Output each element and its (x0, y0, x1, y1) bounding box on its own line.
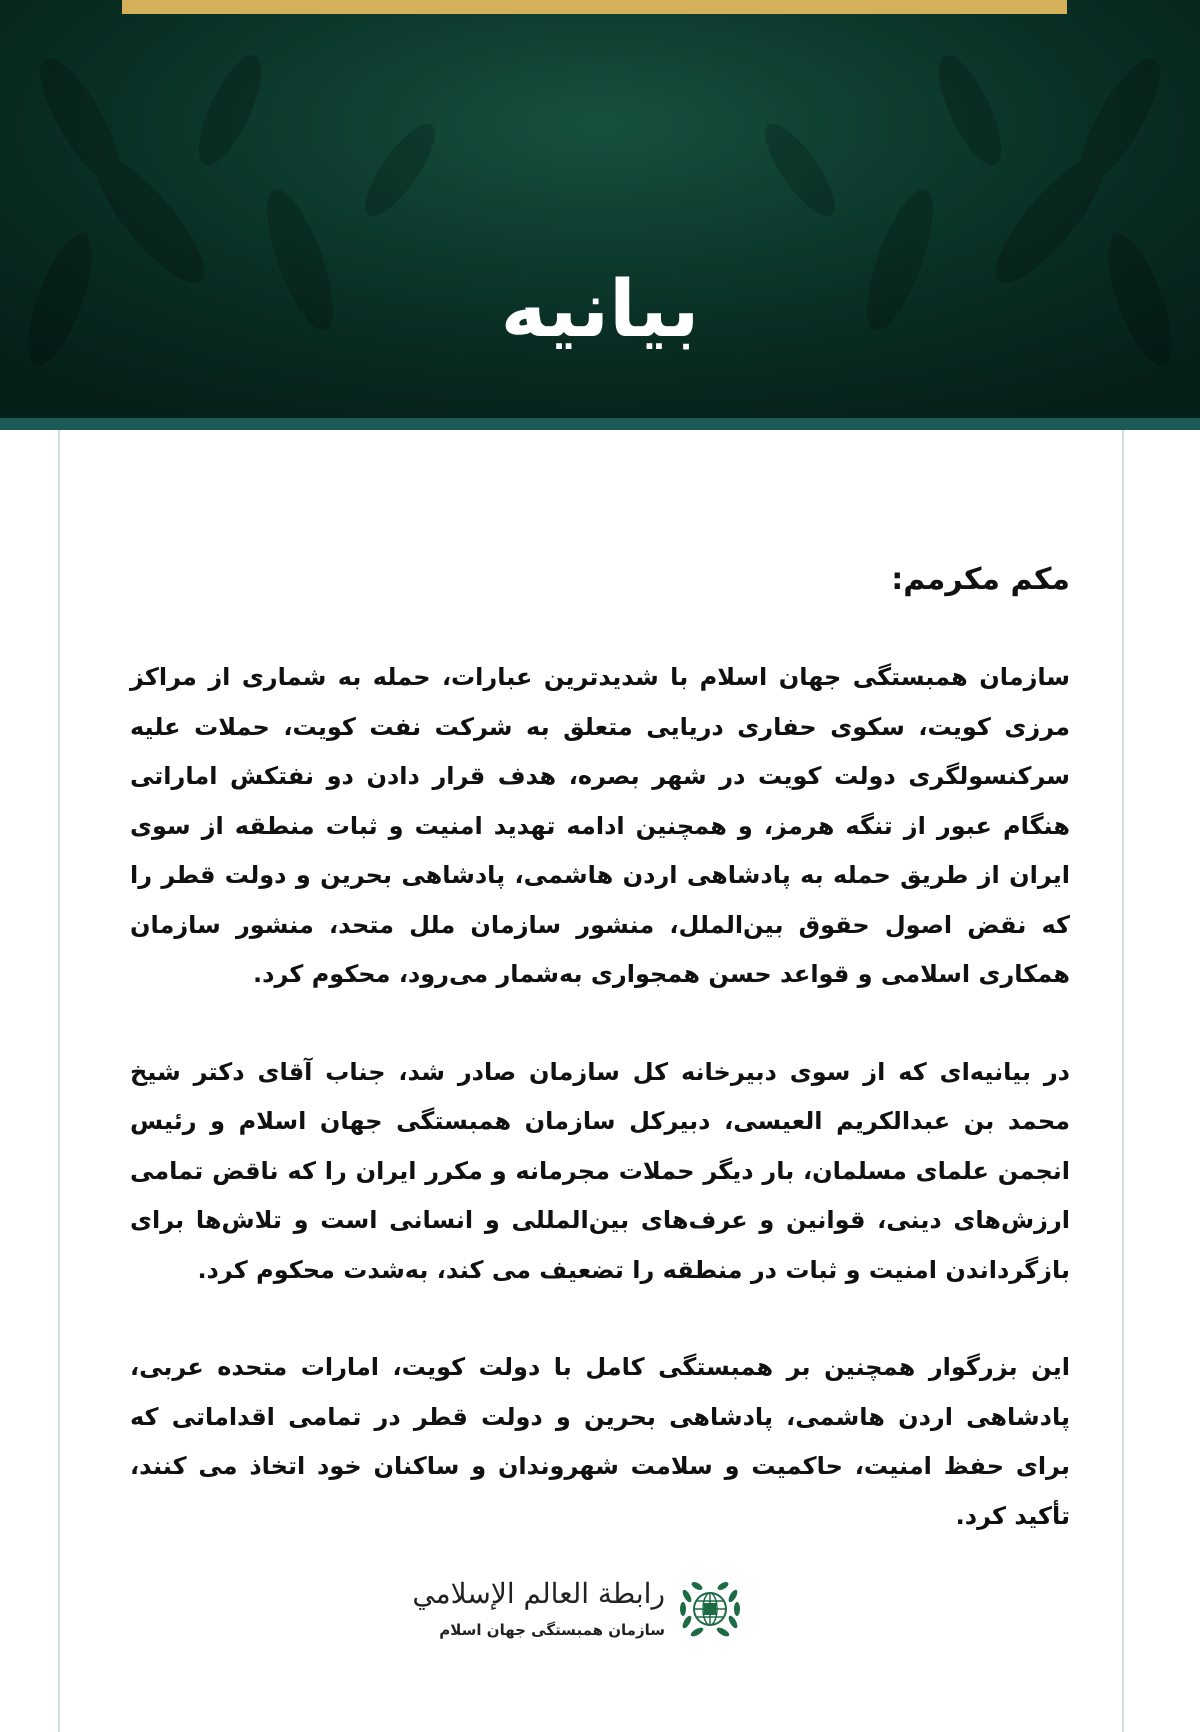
statement-body (130, 555, 1070, 1589)
salutation: مکم مکرمم: (891, 562, 1070, 597)
header-banner (0, 0, 1200, 418)
paragraph-3: این بزرگوار همچنین بر همبستگی کامل با دولت کویت، امارات متحده عربی، پادشاهی اردن هاشمی، پادشاهی بحرین و دولت قطر در تمامی اقداماتی که برای حفظ امنیت، حاکمیت و سلامت شهروندان و ساکنان خود اتخاذ می کنند، تأکید کرد. (130, 1353, 1070, 1530)
left-border-line (58, 430, 60, 1732)
paragraph-2: در بیانیه‌ای که از سوی دبیرخانه کل سازمان صادر شد، جناب آقای دکتر شیخ محمد بن عبدالکریم العیسی، دبیرکل سازمان همبستگی جهان اسلام و رئیس انجمن علمای مسلمان، بار دیگر حملات مجرمانه و مکرر ایران را که ناقض تمامی ارزش‌های دینی، قوانین و عرف‌های بین‌المللی و انسانی است و تلاش‌ها برای بازگرداندن امنیت و ثبات در منطقه را تضعیف می کند، به‌شدت محکوم کرد. (130, 1057, 1070, 1284)
right-border-line (1122, 430, 1124, 1732)
header-divider (0, 418, 1200, 430)
globe-wreath-emblem-icon (675, 1574, 745, 1644)
logo-arabic-text: رابطة العالم الإسلامي (412, 1577, 665, 1610)
gold-accent-bar (122, 0, 1067, 14)
logo-persian-text: سازمان همبستگی جهان اسلام (439, 1621, 665, 1639)
organization-logo (412, 1570, 745, 1650)
paragraph-1: سازمان همبستگی جهان اسلام با شدیدترین عبارات، حمله به شماری از مراکز مرزی کویت، سکوی حفاری دریایی متعلق به شرکت نفت کویت، حملات علیه سرکنسولگری دولت کویت در شهر بصره، هدف قرار دادن دو نفتکش اماراتی هنگام عبور از تنگه هرمز، و همچنین ادامه تهدید امنیت و ثبات منطقه از سوی ایران از طریق حمله به پادشاهی اردن هاشمی، پادشاهی بحرین و دولت قطر را که نقض اصول حقوق بین‌الملل، منشور سازمان ملل متحد، منشور سازمان همکاری اسلامی و قواعد حسن همجواری به‌شمار می‌رود، محکوم کرد. (130, 663, 1070, 988)
page-title: بیانیه (500, 265, 700, 355)
